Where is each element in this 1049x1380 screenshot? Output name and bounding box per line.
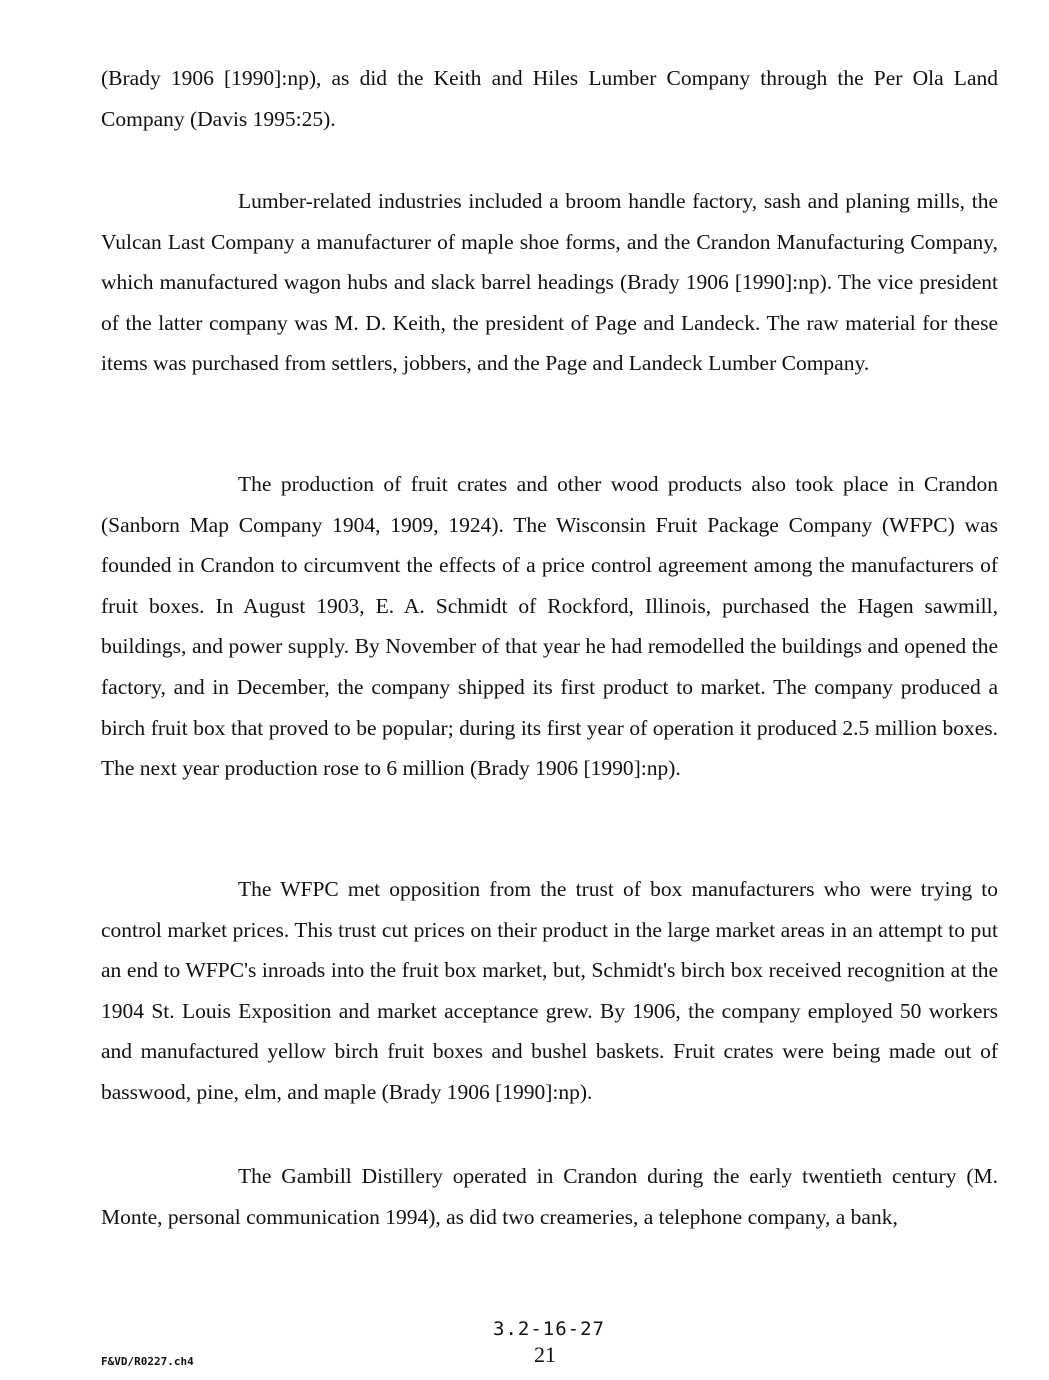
- document-code: 3.2-16-27: [493, 1318, 605, 1340]
- paragraph-gambill-distillery: The Gambill Distillery operated in Crandon during the early twentieth century (M. Monte, personal communication 1994), as did two creameries, a telephone company, a bank,: [101, 1164, 998, 1229]
- paragraph-continued: (Brady 1906 [1990]:np), as did the Keith and Hiles Lumber Company through the Per Ola Land Company (Davis 1995:25).: [101, 66, 998, 131]
- paragraph-lumber-industries: Lumber-related industries included a broom handle factory, sash and planing mills, the Vulcan Last Company a manufacturer of maple shoe forms, and the Crandon Manufacturing Company, which manufactured wagon hubs and slack barrel headings (Brady 1906 [1990]:np). The vice president of the latter company was M. D. Keith, the president of Page and Landeck. The raw material for these items was purchased from settlers, jobbers, and the Page and Landeck Lumber Company.: [101, 189, 998, 376]
- file-reference: F&VD/R0227.ch4: [101, 1355, 194, 1368]
- page-number: 21: [534, 1342, 556, 1367]
- paragraph-fruit-crates: The production of fruit crates and other wood products also took place in Crandon (Sanborn Map Company 1904, 1909, 1924). The Wisconsin Fruit Package Company (WFPC) was founded in Crandon to circumvent the effects of a price control agreement among the manufacturers of fruit boxes. In August 1903, E. A. Schmidt of Rockford, Illinois, purchased the Hagen sawmill, buildings, and power supply. By November of that year he had remodelled the buildings and opened the factory, and in December, the company shipped its first product to market. The company produced a birch fruit box that proved to be popular; during its first year of operation it produced 2.5 million boxes. The next year production rose to 6 million (Brady 1906 [1990]:np).: [101, 472, 998, 781]
- paragraph-wfpc-opposition: The WFPC met opposition from the trust of box manufacturers who were trying to control market prices. This trust cut prices on their product in the large market areas in an attempt to put an end to WFPC's inroads into the fruit box market, but, Schmidt's birch box received recognition at the 1904 St. Louis Exposition and market acceptance grew. By 1906, the company employed 50 workers and manufactured yellow birch fruit boxes and bushel baskets. Fruit crates were being made out of basswood, pine, elm, and maple (Brady 1906 [1990]:np).: [101, 877, 998, 1104]
